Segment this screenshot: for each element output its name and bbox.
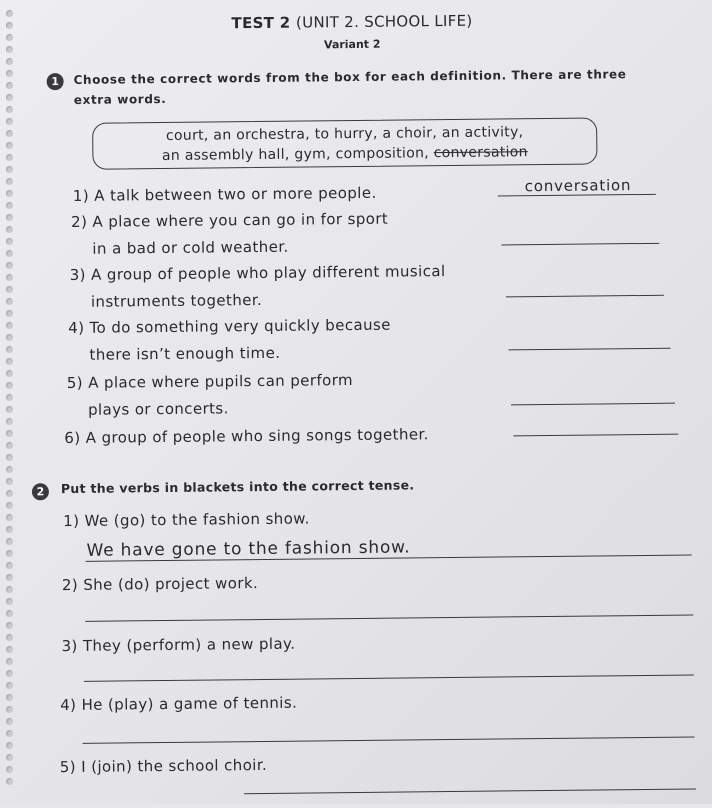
test-title-unit: (UNIT 2. SCHOOL LIFE) <box>295 11 473 32</box>
task1-item6-line1: 6) A group of people who sing songs together. <box>64 425 429 448</box>
task1-item2-line1: 2) A place where you can go in for sport <box>71 209 389 231</box>
word-box <box>92 117 597 169</box>
task1-item5-blank[interactable] <box>511 403 675 406</box>
task1-item5-line2: plays or concerts. <box>87 399 229 419</box>
task2-item2-prompt: 2) She (do) project work. <box>61 574 259 595</box>
task1-instruction-line2: extra words. <box>73 91 167 107</box>
task2-item1-prompt: 1) We (go) to the fashion show. <box>63 509 310 531</box>
task1-item5-line1: 5) A place where pupils can perform <box>66 371 354 393</box>
task1-item4-line2: there isn’t enough time. <box>89 343 281 364</box>
crossed-out-word: conversation <box>433 144 528 162</box>
task2-item4-blank[interactable] <box>83 736 695 743</box>
task1-item4-blank[interactable] <box>508 348 670 351</box>
task2-item4-prompt: 4) He (play) a game of tennis. <box>60 693 298 715</box>
task1-item1-blank[interactable] <box>498 194 656 197</box>
test-title <box>0 9 708 34</box>
task1-item1-answer: conversation <box>524 176 632 196</box>
variant-label: Variant 2 <box>323 37 381 52</box>
test-title-bold: TEST 2 <box>231 13 291 33</box>
task1-instruction-line1: Choose the correct words from the box for each definition. There are three <box>73 67 627 87</box>
task2-item3-prompt: 3) They (perform) a new play. <box>61 634 296 656</box>
task2-item5-blank[interactable] <box>244 788 696 794</box>
word-box-line2 <box>93 141 596 166</box>
word-box-line2-words: an assembly hall, gym, composition, <box>161 145 430 165</box>
task1-item3-line1: 3) A group of people who play different musical <box>69 262 446 284</box>
task1-item2-line2: in a bad or cold weather. <box>92 237 289 258</box>
task2-number-badge: 2 <box>32 483 49 500</box>
task1-item6-blank[interactable] <box>513 434 678 437</box>
task2-item2-blank[interactable] <box>85 614 693 621</box>
task1-item3-blank[interactable] <box>506 295 664 298</box>
word-box-line1: court, an orchestra, to hurry, a choir, an activity, <box>165 124 524 144</box>
task1-item3-line2: instruments together. <box>90 290 263 311</box>
task1-item1-line1: 1) A talk between two or more people. <box>72 183 377 205</box>
task2-item3-blank[interactable] <box>84 674 694 681</box>
task2-instruction: Put the verbs in blackets into the correct tense. <box>60 477 415 497</box>
task2-item1-answer: We have gone to the fashion show. <box>86 537 411 561</box>
task1-item4-line1: 4) To do something very quickly because <box>68 315 391 338</box>
task1-item2-blank[interactable] <box>501 243 659 246</box>
task2-item5-prompt: 5) I (join) the school choir. <box>59 755 268 777</box>
task1-number-badge: 1 <box>47 73 64 90</box>
